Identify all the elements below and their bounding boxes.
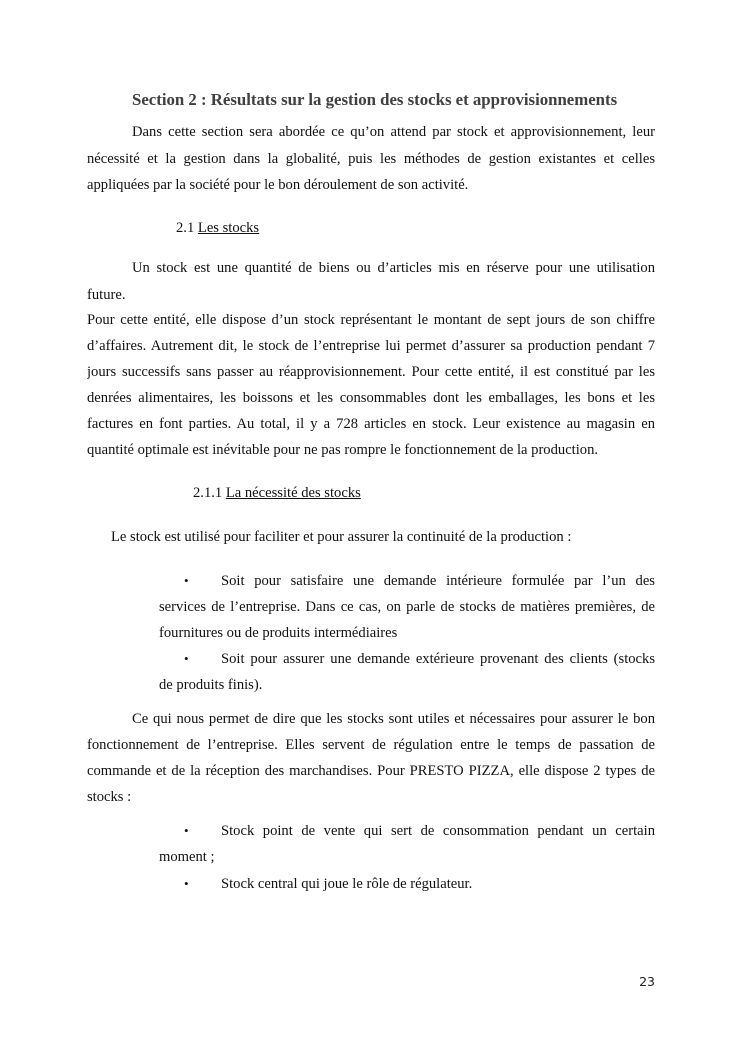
heading-2-1-1 xyxy=(193,484,361,502)
paragraph-line: Ce qui nous permet de dire que les stocks sont utiles et nécessaires pour assurer le bon xyxy=(132,711,655,727)
bullet-icon: • xyxy=(184,823,189,838)
section-title: Section 2 : Résultats sur la gestion des stocks et approvisionnements xyxy=(132,90,618,109)
heading-2-1 xyxy=(176,219,259,237)
paragraph-line: factures en font parties. Au total, il y a 728 articles en stock. Leur existence au magasin en xyxy=(87,416,655,432)
heading-title: Les stocks xyxy=(197,220,260,236)
bullet-line: fournitures ou de produits intermédiaires xyxy=(159,625,398,641)
paragraph-line: Pour cette entité, elle dispose d’un stock représentant le montant de sept jours de son chiffre xyxy=(87,312,655,328)
paragraph-line: Dans cette section sera abordée ce qu’on attend par stock et approvisionnement, leur xyxy=(132,124,655,140)
heading-number: 2.1.1 xyxy=(193,485,223,501)
bullet-line: moment ; xyxy=(159,849,215,865)
paragraph-line: future. xyxy=(87,287,126,303)
paragraph-line: fonctionnement de l’entreprise. Elles servent de régulation entre le temps de passation de xyxy=(87,737,655,753)
bullet-line: Soit pour assurer une demande extérieure provenant des clients (stocks xyxy=(221,651,655,667)
paragraph-line: commande et de la réception des marchandises. Pour PRESTO PIZZA, elle dispose 2 types de xyxy=(87,763,655,779)
paragraph-line: stocks : xyxy=(87,789,132,805)
heading-title: La nécessité des stocks xyxy=(225,485,361,501)
bullet-line: Soit pour satisfaire une demande intérieure formulée par l’un des xyxy=(221,573,655,589)
paragraph-line: Un stock est une quantité de biens ou d’articles mis en réserve pour une utilisation xyxy=(132,260,655,276)
bullet-line: de produits finis). xyxy=(159,677,263,693)
paragraph-line: d’affaires. Autrement dit, le stock de l’entreprise lui permet d’assurer sa production pendant 7 xyxy=(87,338,655,354)
paragraph-line: quantité optimale est inévitable pour ne pas rompre le fonctionnement de la production. xyxy=(87,442,599,458)
page-number: 23 xyxy=(639,974,655,989)
paragraph-line: appliquées par la société pour le bon déroulement de son activité. xyxy=(87,177,469,193)
paragraph-line: denrées alimentaires, les boissons et les consommables dont les emballages, les bons et les xyxy=(87,390,655,406)
bullet-icon: • xyxy=(184,876,189,891)
usage-intro: Le stock est utilisé pour faciliter et pour assurer la continuité de la production : xyxy=(111,529,572,545)
bullet-line: Stock point de vente qui sert de consommation pendant un certain xyxy=(221,823,655,839)
bullet-icon: • xyxy=(184,573,189,588)
paragraph-line: nécessité et la gestion dans la globalité, puis les méthodes de gestion existantes et celles xyxy=(87,151,655,167)
bullet-line: services de l’entreprise. Dans ce cas, on parle de stocks de matières premières, de xyxy=(159,599,655,615)
bullet-icon: • xyxy=(184,651,189,666)
paragraph-line: jours successifs sans passer au réapprovisionnement. Pour cette entité, il est constitué par les xyxy=(87,364,655,380)
bullet-line: Stock central qui joue le rôle de régulateur. xyxy=(221,876,473,892)
heading-number: 2.1 xyxy=(176,220,195,236)
